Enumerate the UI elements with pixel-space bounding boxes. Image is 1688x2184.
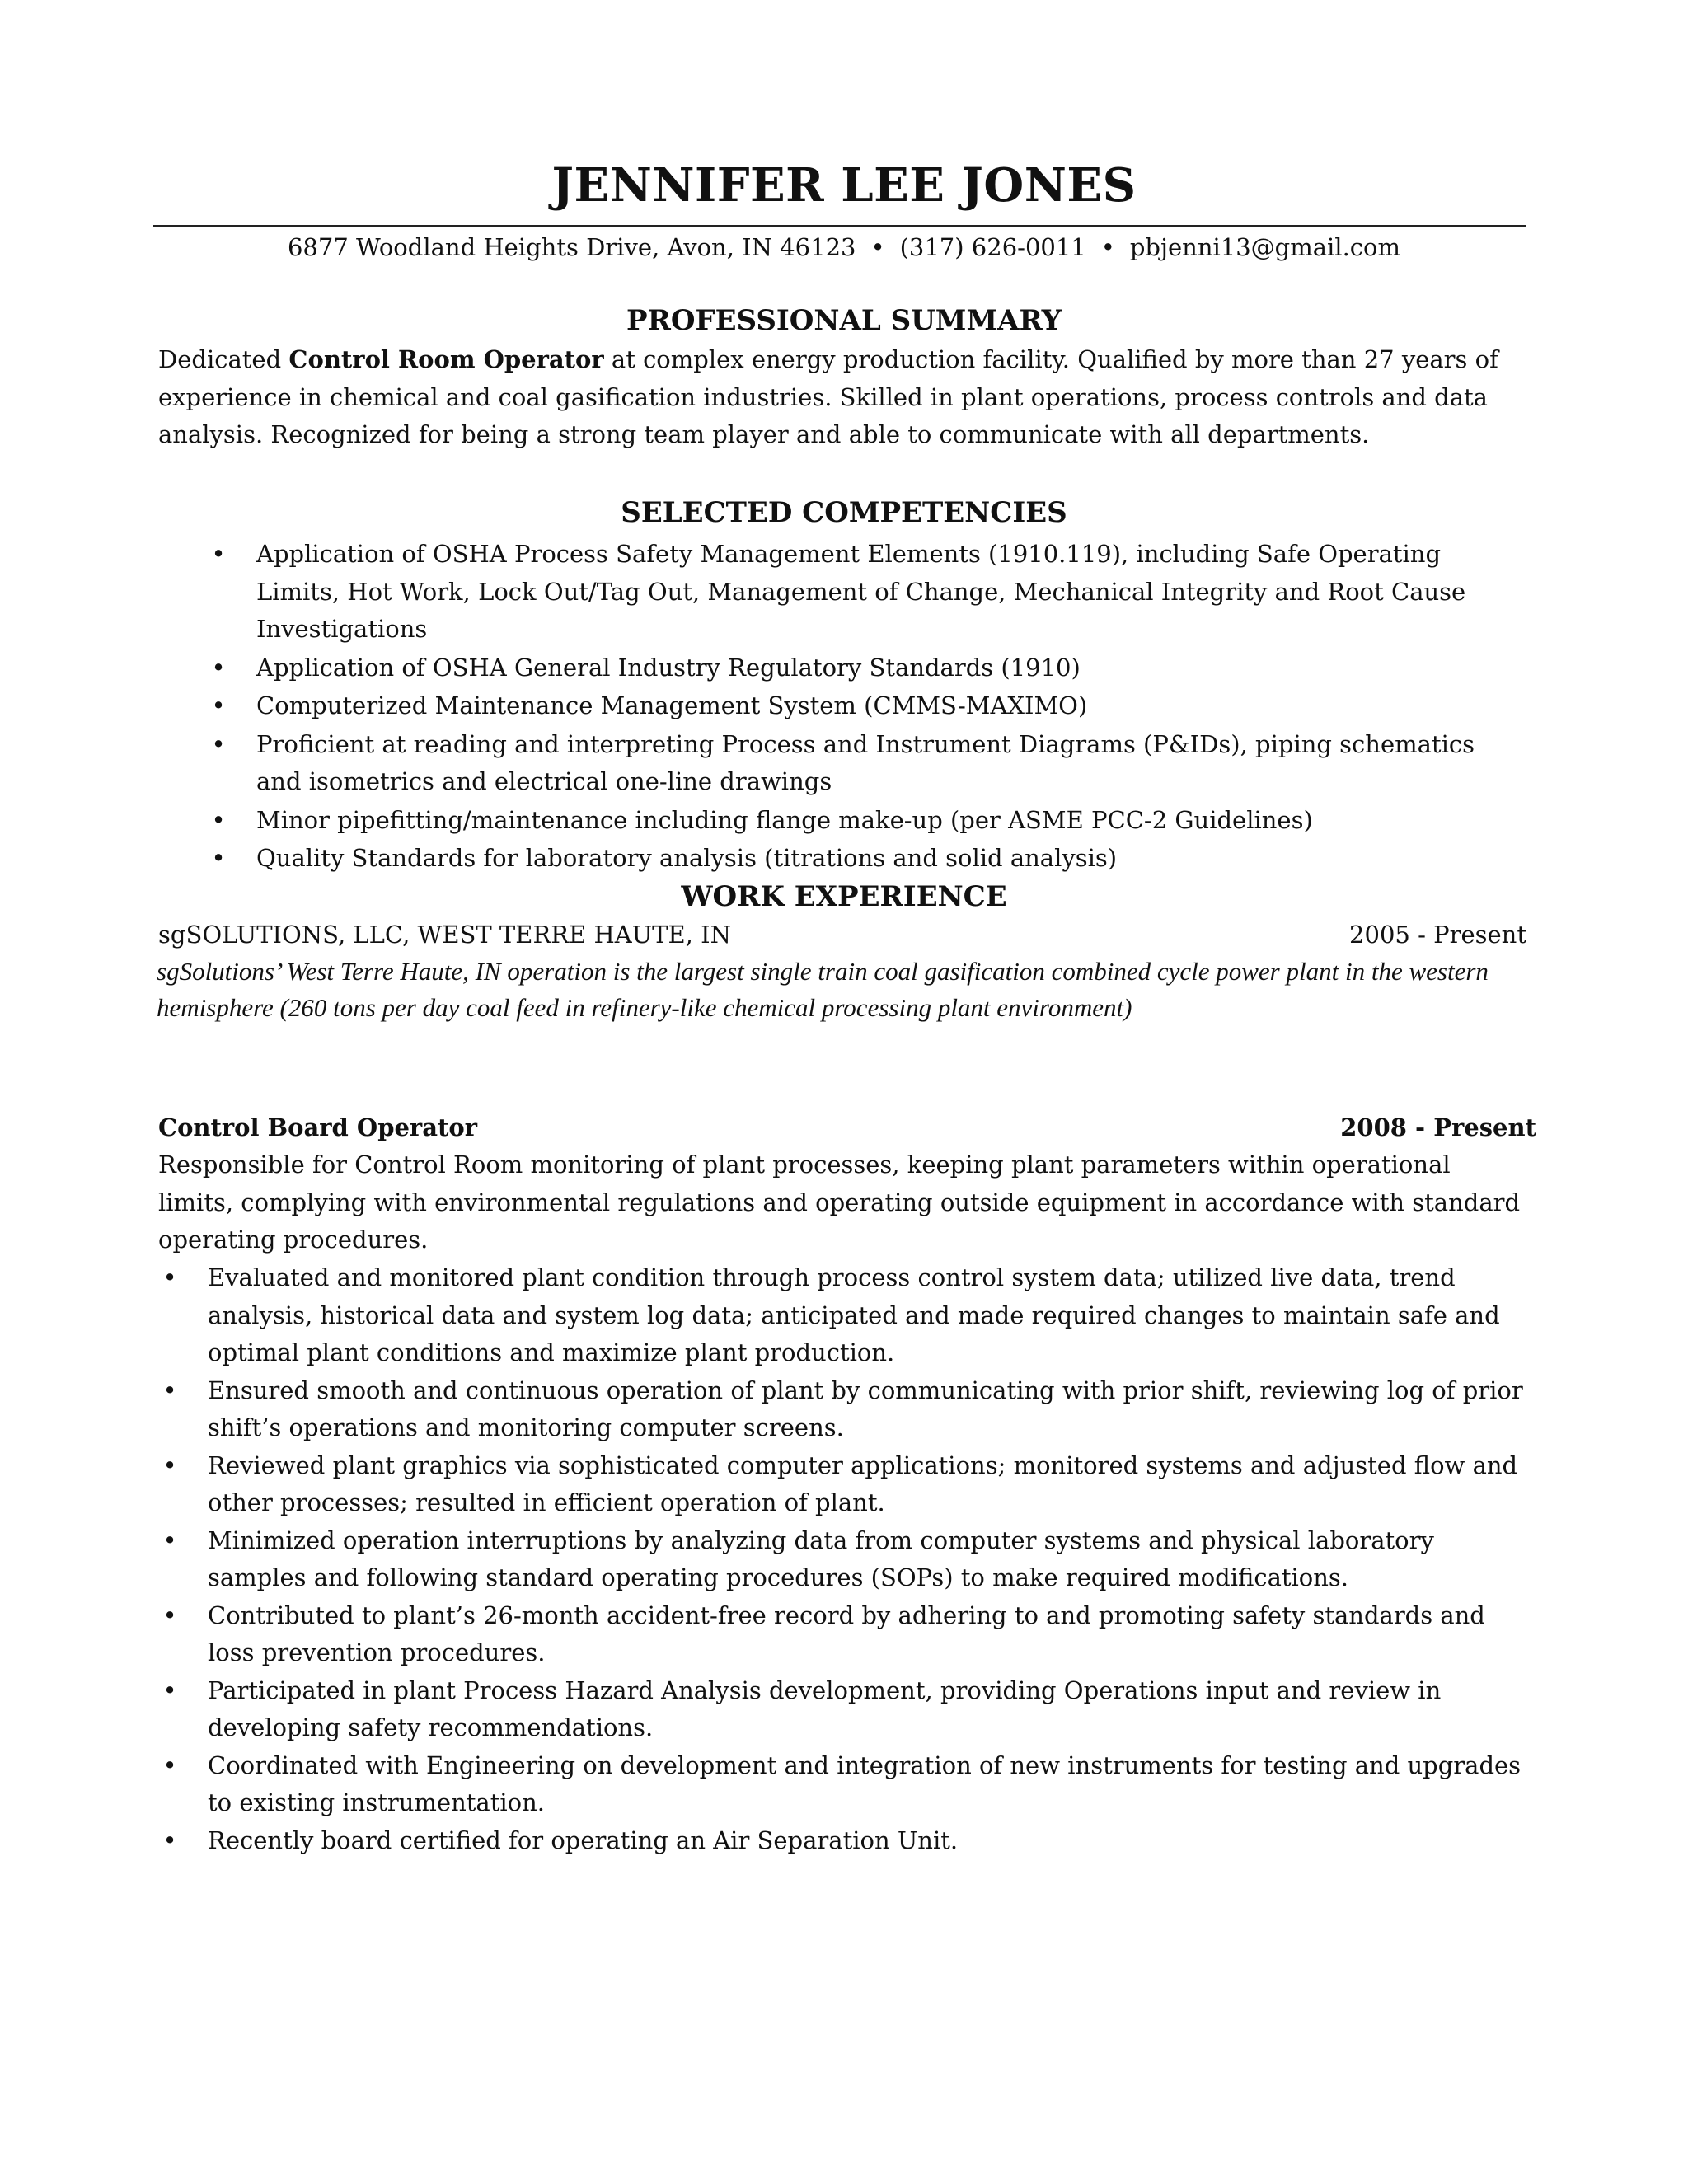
contact-address: 6877 Woodland Heights Drive, Avon, IN 46123 bbox=[287, 233, 856, 261]
list-item-text: Application of OSHA General Industry Regulatory Standards (1910) bbox=[256, 653, 1081, 682]
position-row bbox=[158, 1109, 1536, 1146]
list-item-text: Minimized operation interruptions by analyzing data from computer systems and physical laboratory samples and following standard operating procedures (SOPs) to make required modifications. bbox=[208, 1526, 1434, 1591]
candidate-name: JENNIFER LEE JONES bbox=[551, 158, 1137, 213]
bullet-marker: • bbox=[211, 844, 226, 872]
summary-paragraph bbox=[158, 341, 1526, 454]
list-item bbox=[162, 1822, 1526, 1860]
bullet-marker: • bbox=[162, 1451, 177, 1479]
employer-description: sgSolutions’ West Terre Haute, IN operation is the largest single train coal gasification combined cycle power plant in the western hemisphere (260 tons per day coal feed in refinery-like chemical processing plant environment) bbox=[157, 957, 1489, 1022]
experience-heading: WORK EXPERIENCE bbox=[681, 880, 1007, 913]
position-dates: 2008 - Present bbox=[1340, 1113, 1536, 1141]
header-divider bbox=[153, 225, 1526, 227]
competencies-list bbox=[211, 536, 1526, 879]
list-item-text: Minor pipefitting/maintenance including flange make-up (per ASME PCC-2 Guidelines) bbox=[256, 805, 1313, 834]
list-item bbox=[211, 536, 1526, 649]
list-item bbox=[211, 802, 1526, 840]
bullet-marker: • bbox=[162, 1675, 177, 1704]
list-item-text: Ensured smooth and continuous operation of plant by communicating with prior shift, reviewing log of prior shift’s operations and monitoring computer screens. bbox=[208, 1376, 1523, 1441]
list-item bbox=[162, 1522, 1526, 1597]
bullet-marker: • bbox=[162, 1750, 177, 1779]
contact-phone: (317) 626-0011 bbox=[899, 233, 1086, 261]
list-item bbox=[162, 1672, 1526, 1747]
bullet-marker: • bbox=[162, 1825, 177, 1854]
bullet-marker: • bbox=[162, 1263, 177, 1291]
summary-text: at complex energy production facility. Qualified by more than 27 years of experience in chemical and coal gasification industries. Skilled in plant operations, process controls and data analysis. Recognized for being a strong team player and able to communicate with all departments. bbox=[158, 345, 1498, 448]
bullet-marker: • bbox=[211, 540, 226, 568]
bullet-marker: • bbox=[162, 1376, 177, 1404]
employer-row bbox=[158, 916, 1526, 953]
list-item-text: Proficient at reading and interpreting Process and Instrument Diagrams (P&IDs), piping schematics and isometrics and electrical one-line drawings bbox=[256, 729, 1475, 795]
employer-dates: 2005 - Present bbox=[1349, 921, 1526, 949]
list-item-text: Contributed to plant’s 26-month accident-free record by adhering to and promoting safety standards and loss prevention procedures. bbox=[208, 1601, 1485, 1666]
list-item-text: Quality Standards for laboratory analysis (titrations and solid analysis) bbox=[256, 844, 1118, 872]
position-duties-list bbox=[162, 1259, 1526, 1859]
bullet-marker: • bbox=[211, 729, 226, 758]
list-item-text: Participated in plant Process Hazard Analysis development, providing Operations input and review in developing safety recommendations. bbox=[208, 1675, 1442, 1741]
summary-lead: Dedicated bbox=[158, 345, 289, 373]
bullet-marker: • bbox=[162, 1526, 177, 1554]
list-item bbox=[162, 1372, 1526, 1447]
position-title: Control Board Operator bbox=[158, 1113, 478, 1141]
list-item-text: Application of OSHA Process Safety Management Elements (1910.119), including Safe Operating Limits, Hot Work, Lock Out/Tag Out, Management of Change, Mechanical Integrity and Root Cause Investigations bbox=[256, 540, 1466, 643]
bullet-marker: • bbox=[162, 1601, 177, 1629]
contact-line bbox=[0, 229, 1688, 265]
contact-email: pbjenni13@gmail.com bbox=[1129, 233, 1400, 261]
bullet-marker: • bbox=[211, 805, 226, 834]
list-item bbox=[162, 1747, 1526, 1822]
contact-separator: • bbox=[870, 233, 885, 261]
list-item-text: Recently board certified for operating an Air Separation Unit. bbox=[208, 1825, 959, 1854]
list-item-text: Coordinated with Engineering on development and integration of new instruments for testing and upgrades to existing instrumentation. bbox=[208, 1750, 1522, 1816]
list-item-text: Evaluated and monitored plant condition through process control system data; utilized live data, trend analysis, historical data and system log data; anticipated and made required changes to maintain safe and optimal plant conditions and maximize plant production. bbox=[208, 1263, 1500, 1366]
bullet-marker: • bbox=[211, 691, 226, 719]
list-item bbox=[162, 1597, 1526, 1672]
position-summary: Responsible for Control Room monitoring of plant processes, keeping plant parameters within operational limits, complying with environmental regulations and operating outside equipment in accordance with standard operating procedures. bbox=[158, 1151, 1521, 1254]
employer-name: sgSOLUTIONS, LLC, WEST TERRE HAUTE, IN bbox=[158, 921, 731, 949]
list-item-text: Computerized Maintenance Management System (CMMS-MAXIMO) bbox=[256, 691, 1088, 719]
list-item bbox=[162, 1447, 1526, 1522]
list-item bbox=[211, 649, 1526, 687]
summary-role: Control Room Operator bbox=[288, 345, 604, 373]
summary-heading: PROFESSIONAL SUMMARY bbox=[626, 304, 1062, 337]
list-item-text: Reviewed plant graphics via sophisticated computer applications; monitored systems and adjusted flow and other processes; resulted in efficient operation of plant. bbox=[208, 1451, 1518, 1516]
bullet-marker: • bbox=[211, 653, 226, 682]
list-item bbox=[211, 726, 1526, 801]
contact-separator: • bbox=[1100, 233, 1115, 261]
competencies-heading: SELECTED COMPETENCIES bbox=[621, 496, 1067, 529]
list-item bbox=[211, 840, 1526, 878]
list-item bbox=[162, 1259, 1526, 1372]
list-item bbox=[211, 687, 1526, 725]
